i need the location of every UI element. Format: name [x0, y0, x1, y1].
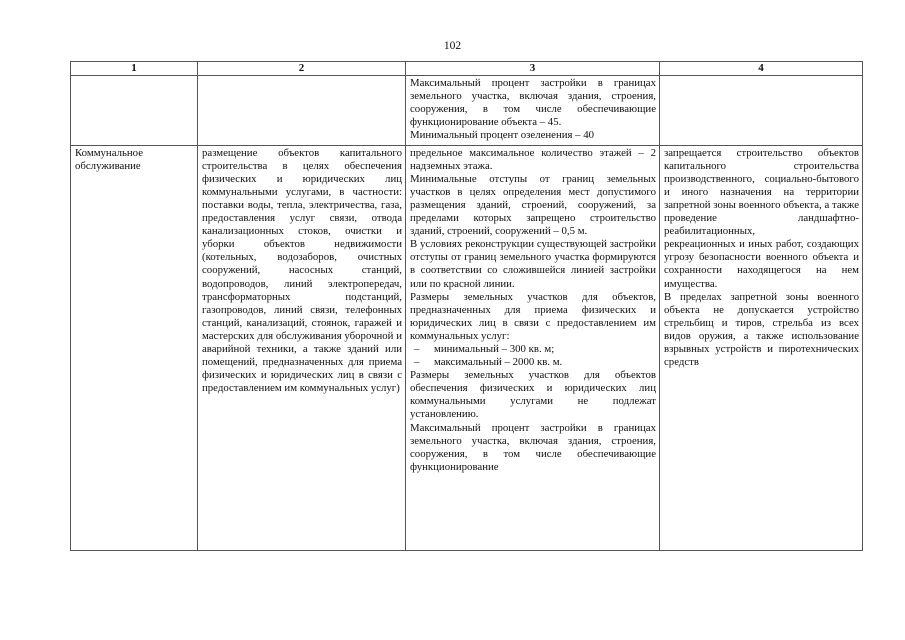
cell-empty: [660, 76, 863, 145]
text-paragraph: Размеры земельных участков для объектов обеспечения физических и юридических лиц коммунальными услугами не подлежат установлению.: [410, 369, 656, 421]
cell-parameters: [406, 145, 660, 550]
text-paragraph: В условиях реконструкции существующей застройки отступы от границ земельного участка формируются в соответствии со сложившейся линией застройки или по красной линии.: [410, 238, 656, 290]
cell-empty: [71, 76, 198, 145]
cell-use-type-name: [71, 145, 198, 550]
page-number: 102: [443, 40, 462, 52]
text-paragraph: Минимальные отступы от границ земельных участков в целях определения мест допустимого размещения зданий, строений, сооружений, за пределами которых запрещено строительство зданий, строений, сооружений – 0,5 м.: [410, 172, 656, 238]
column-header-1: 1: [71, 62, 198, 76]
regulations-table: [70, 61, 863, 551]
cell-parameters-continued: [406, 76, 660, 145]
table-row-utilities: [71, 145, 863, 550]
text-paragraph: Максимальный процент застройки в границах земельного участка, включая здания, строения, сооружения, в том числе обеспечивающие функционирование объекта – 45.: [410, 77, 656, 129]
text-paragraph: предельное максимальное количество этажей – 2 надземных этажа.: [410, 146, 656, 172]
use-type-name: Коммунальное обслуживание: [75, 146, 143, 172]
dash-marker: –: [414, 342, 420, 355]
column-header-4: 4: [660, 62, 863, 76]
column-header-3: 3: [406, 62, 660, 76]
list-item: [410, 356, 656, 369]
cell-empty: [198, 76, 406, 145]
text-paragraph: Размеры земельных участков для объектов, предназначенных для приема физических и юридических лиц в связи с предоставлением им коммунальных услуг:: [410, 290, 656, 342]
table-row-continuation: [71, 76, 863, 145]
text-paragraph: В пределах запретной зоны военного объекта не допускается устройство стрельбищ и тиров, стрельба из всех видов оружия, а также использование взрывных устройств и пиротехнических средств: [664, 290, 859, 369]
text-paragraph: запрещается строительство объектов капитального строительства производственного, социально-бытового и иного назначения на территории запретной зоны военного объекта, а также проведение ландшафтно-реабилитационных,: [664, 146, 859, 238]
text-paragraph: Минимальный процент озеленения – 40: [410, 129, 595, 142]
dash-marker: –: [414, 356, 420, 369]
list-item: [410, 343, 656, 356]
list-item-text: минимальный – 300 кв. м;: [434, 342, 555, 355]
cell-restrictions: [660, 145, 863, 550]
cell-use-description: [198, 145, 406, 550]
use-description: размещение объектов капитального строительства в целях обеспечения физических и юридических лиц коммунальными услугами, в частности: поставки воды, тепла, электричества, газа, предоставления услуг связи, отвода канализационных стоков, очистки и уборки объектов недвижимости (котельных, водозаборов, очистных сооружений, насосных станций, водопроводов, линий электропередач, трансформаторных подстанций, газопроводов, линий связи, телефонных станций, канализаций, стоянок, гаражей и мастерских для обслуживания уборочной и аварийной техники, а также зданий или помещений, предназначенных для приема физических и юридических лиц в связи с предоставлением им коммунальных услуг): [202, 146, 402, 395]
text-paragraph: рекреационных и иных работ, создающих угрозу безопасности военного объекта и сохранности находящегося на нем имущества.: [664, 238, 859, 290]
text-paragraph: Максимальный процент застройки в границах земельного участка, включая здания, строения, сооружения, в том числе обеспечивающие функционирование: [410, 421, 656, 473]
header-row: [71, 62, 863, 76]
column-header-2: 2: [198, 62, 406, 76]
list-item-text: максимальный – 2000 кв. м.: [434, 356, 563, 369]
